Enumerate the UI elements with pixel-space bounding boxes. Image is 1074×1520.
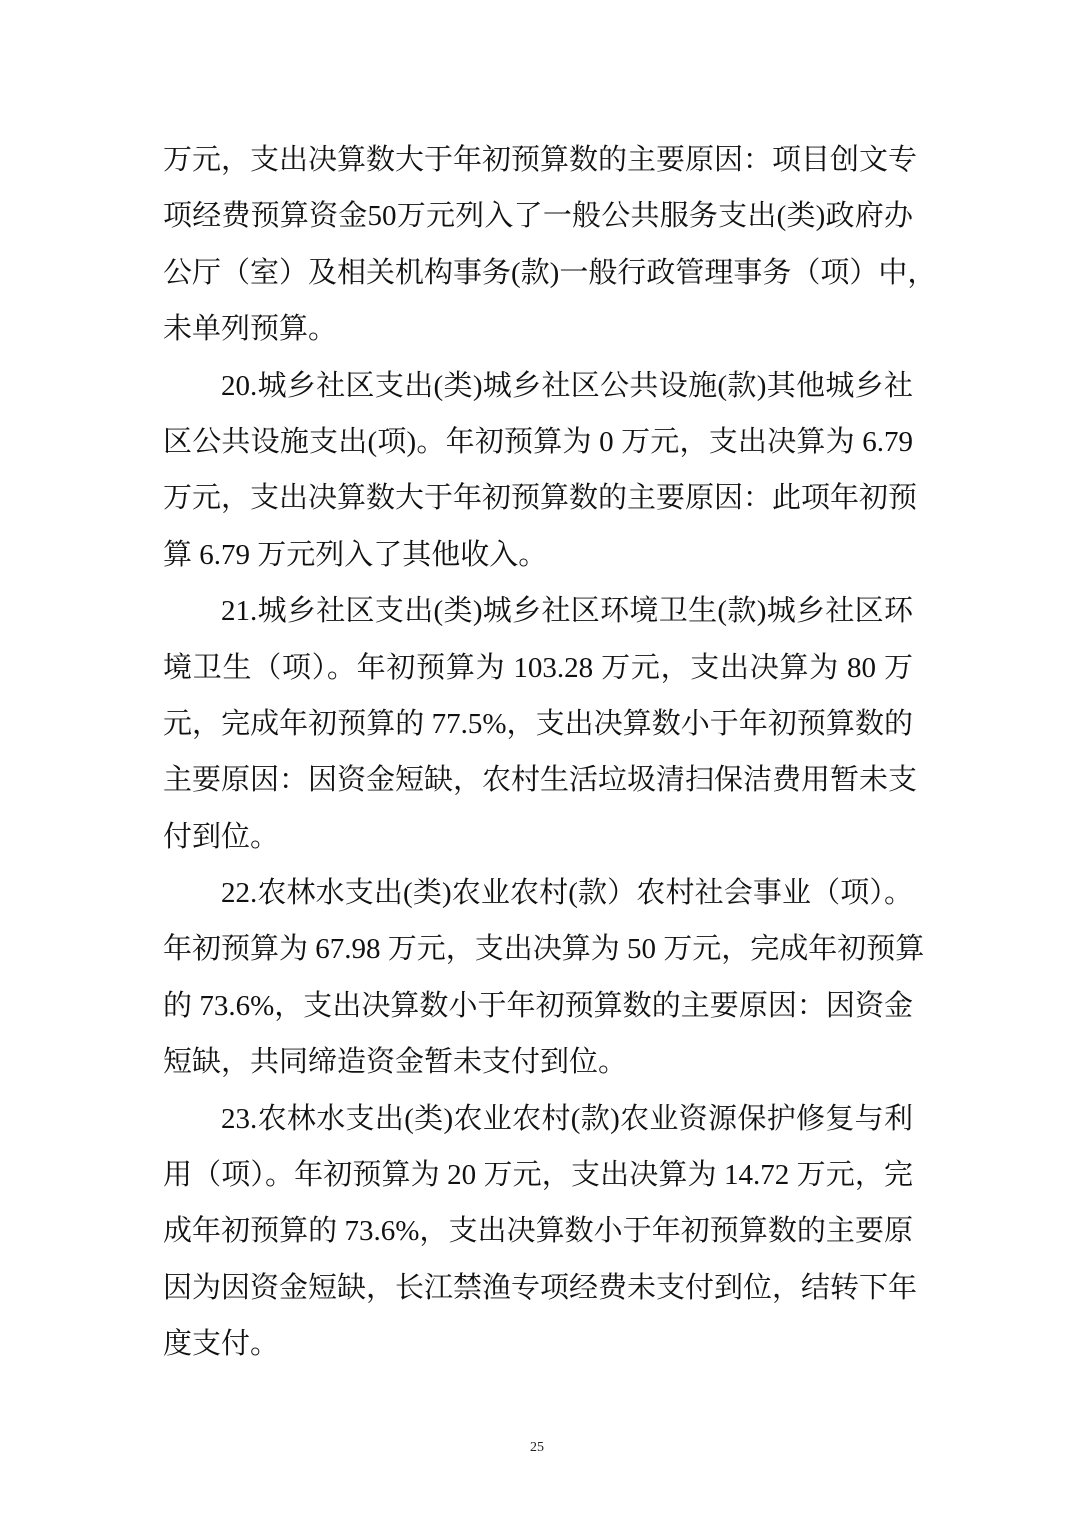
text-line: 度支付。 — [163, 1328, 280, 1361]
text-line: 短缺，共同缔造资金暂未支付到位。 — [163, 1046, 628, 1079]
page-number: 25 — [530, 1440, 544, 1455]
paragraph-22-first-line: 22.农林水支出(类)农业农村(款）农村社会事业（项）。 — [221, 877, 913, 910]
text-line: 境卫生（项）。年初预算为 103.28 万元，支出决算为 80 万 — [163, 651, 913, 684]
text-line: 成年初预算的 73.6%，支出决算数小于年初预算数的主要原 — [163, 1215, 913, 1248]
paragraph-20-first-line: 20.城乡社区支出(类)城乡社区公共设施(款)其他城乡社 — [221, 369, 913, 402]
text-line: 万元，支出决算数大于年初预算数的主要原因：此项年初预 — [163, 482, 918, 515]
text-line: 万元，支出决算数大于年初预算数的主要原因：项目创文专 — [163, 144, 918, 176]
text-line: 年初预算为 67.98 万元，支出决算为 50 万元，完成年初预算 — [163, 933, 925, 966]
text-line: 算 6.79 万元列入了其他收入。 — [163, 538, 548, 571]
body-text — [163, 132, 937, 1373]
text-line: 付到位。 — [163, 820, 280, 853]
text-line: 未单列预算。 — [163, 313, 338, 346]
text-line: 因为因资金短缺，长江禁渔专项经费未支付到位，结转下年 — [163, 1271, 918, 1304]
text-line: 项经费预算资金50万元列入了一般公共服务支出(类)政府办 — [163, 200, 913, 233]
paragraph-23-first-line: 23.农林水支出(类)农业农村(款)农业资源保护修复与利 — [221, 1102, 913, 1135]
paragraph-21-first-line: 21.城乡社区支出(类)城乡社区环境卫生(款)城乡社区环 — [221, 595, 913, 628]
text-line: 主要原因：因资金短缺，农村生活垃圾清扫保洁费用暂未支 — [163, 764, 918, 797]
text-line: 公厅（室）及相关机构事务(款)一般行政管理事务（项）中， — [163, 256, 937, 289]
text-line: 区公共设施支出(项)。年初预算为 0 万元，支出决算为 6.79 — [163, 425, 913, 458]
text-line: 用（项）。年初预算为 20 万元，支出决算为 14.72 万元，完 — [163, 1159, 913, 1192]
text-line: 的 73.6%，支出决算数小于年初预算数的主要原因：因资金 — [163, 989, 913, 1022]
text-line: 元，完成年初预算的 77.5%，支出决算数小于年初预算数的 — [163, 707, 913, 740]
